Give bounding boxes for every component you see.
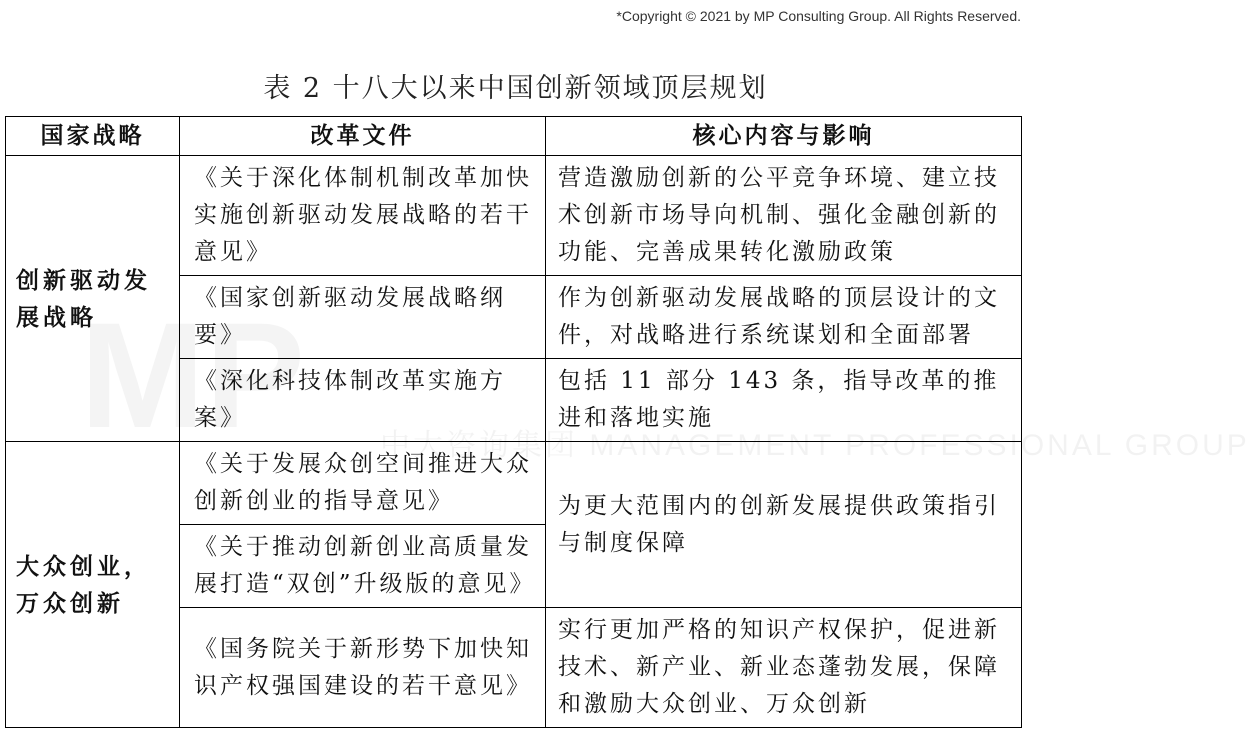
document-cell: 《关于深化体制机制改革加快实施创新驱动发展战略的若干意见》 [180, 156, 546, 276]
header-national-strategy: 国家战略 [6, 117, 180, 156]
strategy-cell: 大众创业，万众创新 [6, 442, 180, 728]
impact-cell: 实行更加严格的知识产权保护，促进新技术、新产业、新业态蓬勃发展，保障和激励大众创业、万众创新 [546, 608, 1022, 728]
watermark-text-en: MANAGEMENT PROFESSIONAL GROUP [589, 429, 1250, 462]
header-core-content: 核心内容与影响 [546, 117, 1022, 156]
strategy-cell: 创新驱动发展战略 [6, 156, 180, 442]
header-reform-document: 改革文件 [180, 117, 546, 156]
copyright-notice: *Copyright © 2021 by MP Consulting Group. All Rights Reserved. [616, 8, 1021, 24]
table-row [6, 156, 1022, 276]
impact-cell: 包括 11 部分 143 条，指导改革的推进和落地实施 [546, 359, 1022, 442]
document-cell: 《国家创新驱动发展战略纲要》 [180, 276, 546, 359]
table-row [6, 442, 1022, 525]
watermark-text-cn: 中大咨询集团 [380, 429, 578, 462]
impact-cell: 为更大范围内的创新发展提供政策指引与制度保障 [546, 442, 1022, 608]
table-title: 表 2 十八大以来中国创新领域顶层规划 [263, 73, 768, 104]
document-cell: 《关于发展众创空间推进大众创新创业的指导意见》 [180, 442, 546, 525]
impact-cell: 作为创新驱动发展战略的顶层设计的文件，对战略进行系统谋划和全面部署 [546, 276, 1022, 359]
header-row [6, 117, 1022, 156]
document-cell: 《关于推动创新创业高质量发展打造“双创”升级版的意见》 [180, 525, 546, 608]
innovation-planning-table [5, 116, 1022, 728]
impact-cell: 营造激励创新的公平竞争环境、建立技术创新市场导向机制、强化金融创新的功能、完善成果转化激励政策 [546, 156, 1022, 276]
document-cell: 《深化科技体制改革实施方案》 [180, 359, 546, 442]
document-cell: 《国务院关于新形势下加快知识产权强国建设的若干意见》 [180, 608, 546, 728]
